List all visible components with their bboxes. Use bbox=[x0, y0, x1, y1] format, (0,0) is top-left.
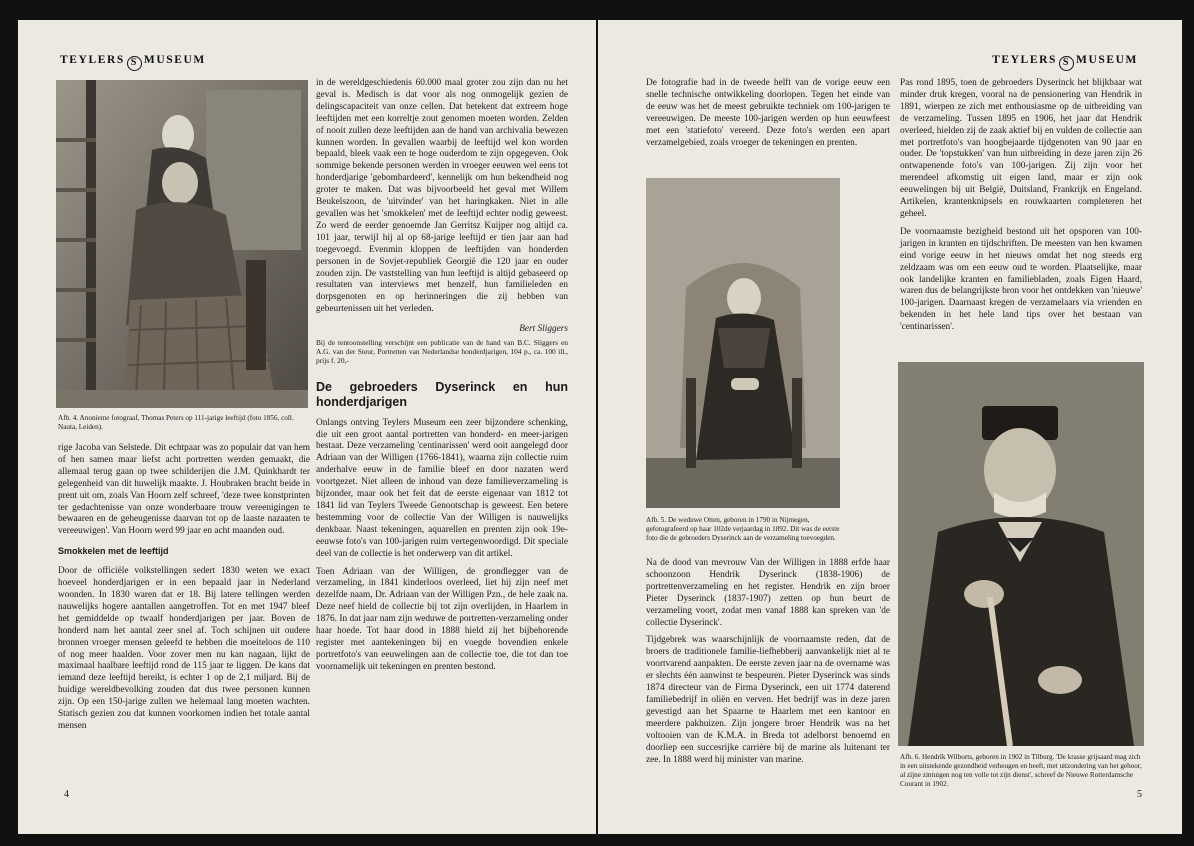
page-number-right: 5 bbox=[1137, 789, 1142, 800]
teylers-museum-logo: TEYLERS S MUSEUM bbox=[60, 54, 206, 71]
photo5-caption: Afb. 5. De weduwe Otten, geboren in 1790 in Nijmegen, gefotografeerd op haar 102de verjaardag in 1892. Dit was de eerste foto die de gebroeders Dyserinck aan de verzameling toevoegden. bbox=[646, 516, 840, 542]
paragraph: Na de dood van mevrouw Van der Willigen in 1888 erfde haar schoonzoon Hendrik Dyserinck (1838-1906) de portrettenverzameling en het register. Hendrik en zijn broer Pieter Dyserinck (1837-1907) zetten op hun beurt de verzameling voort, zodat men vanaf 1888 kan spreken van 'de collectie Dyserinck'. bbox=[646, 558, 890, 628]
photo6-caption: Afb. 6. Hendrik Wilborts, geboren in 1902 in Tilburg. 'De krasse grijsaard mag zich in een uitstekende gezondheid verheugen en heeft, met uitzondering van het gehoor, al zijne zintuigen nog ten volle tot zijn dienst', schreef de Nieuwe Rotterdamsche Courant in 1902. bbox=[900, 753, 1142, 788]
paragraph: Onlangs ontving Teylers Museum een zeer bijzondere schenking, die uit een groot aantal portretten van honderd- en meer-jarigen bestaat. Deze verzameling 'centinarissen' werd ooit aangelegd door Adriaan van der Willigen (1766-1841), waarna zijn collectie ruim anderhalve eeuw in de familie bleef en door nazaten werd voortgezet. Niet alleen de inhoud van deze familieverzameling is bijzonder, maar ook het feit dat de eerste eigenaar van 1812 tot 1841 lid van Teylers Tweede Genootschap is geweest. Een betere bestemming voor de collectie Van der Willigen is nauwelijks denkbaar. Naast tekeningen, aquarellen en prenten zijn ook 19e-eeuwse foto's van 100-jarigen ruim vertegenwoordigd. Dit speciale deel van de collectie is het onderwerp van dit artikel. bbox=[316, 417, 568, 559]
paragraph: Toen Adriaan van der Willigen, de grondlegger van de verzameling, in 1841 kinderloos overleed, liet hij zijn neef met dezelfde naam, Dr. Adriaan van der Willigen Pzn., de hele zaak na. Deze neef hield de collectie bij tot zijn overlijden, in Haarlem in 1876. In dat jaar nam zijn weduwe de portretten-verzameling onder haar hoede. Tot haar dood in 1888 hield zij het bijbehorende register met aantekeningen bij en voegde bovendien enkele portretfoto's van eeuwelingen aan de collectie toe, die tot dan toe voornamelijk uit tekeningen en prenten bestond. bbox=[316, 566, 568, 672]
paragraph: Door de officiële volkstellingen sedert 1830 weten we exact hoeveel honderdjarigen er in een bepaald jaar in Nederland woonden. In 1830 waren dat er 18. Bij latere tellingen werden nauwelijks hogere aantallen aangetroffen. Tot en met 1947 bleef het gemiddelde op twaalf honderdjarigen per jaar. Boven de honderd nam het aantal zeer snel af. Toch schijnen uit oudere bronnen vroeger mensen geleefd te hebben die moeiteloos de 110 of nog meer haalden. Voor zover men nu kan nagaan, lijkt de maximaal haalbare leeftijd rond de 115 jaar te liggen. De kans dat iemand deze leeftijd bereikt, is echter 1 op de 2,1 miljard. Bij de huidige wereldbevolking zouden dat dus twee personen kunnen zijn. Op een 150-jarige zullen we helemaal lang moeten wachten. Statisch gezien zou dat kunnen voorkomen indien het totale aantal mensen bbox=[58, 566, 310, 731]
photo4-caption: Afb. 4. Anonieme fotograaf, Thomas Peters op 111-jarige leeftijd (foto 1856, coll. Nauta, Leiden). bbox=[58, 414, 294, 431]
photo-hendrik-wilborts bbox=[898, 362, 1144, 746]
paragraph: in de wereldgeschiedenis 60.000 maal groter zou zijn dan nu het geval is. Medisch is dat voor als nog onmogelijk gezien de delingscapaciteit van onze cellen. Dat betekent dat extreem hoge leeftijden met een korreltje zout genomen moeten worden. Zelden of nooit zullen deze leeftijden aan de hand van archivalia bewezen kunnen worden. In gevallen waarbij de leeftijd wel kon worden bepaald, bleek vaak een te hoge ouderdom te zijn opgegeven. Ook sommige bekende personen werden in vroeger eeuwen wel eens tot honderdjarige 'gebombardeerd', kennelijk om hun bekendheid nog groter te maken. Dat was bijvoorbeeld het geval met Willem Beukelszoon, de 'uitvinder' van het haringkaken. Niet in alle gevallen was het 'smokkelen' met de leeftijd echter nodig geweest. Zo werd de eerder genoemde Jan Gerritsz Kuijper nog altijd ca. 101 jaar, terwijl hij al op 68-jarige leeftijd er tien jaar aan had toegevoegd. Evenmin kloppen de leeftijden van honderden personen in de Sovjet-republiek Georgië die 120 jaar en ouder zouden zijn. De vaststelling van hun leeftijd is altijd gebaseerd op resultaten van interviews met henzelf, hun familieleden en dorpsgenoten en op herinneringen die zij hebben van gebeurtenissen uit het verleden. bbox=[316, 78, 568, 315]
right-page bbox=[598, 20, 1182, 834]
author-signature: Bert Sliggers bbox=[519, 324, 568, 335]
photo-thomas-peters bbox=[56, 80, 308, 408]
paragraph: Tijdgebrek was waarschijnlijk de voornaamste reden, dat de broers de traditionele familie-liefhebberij aanvankelijk niet al te voortvarend aanpakten. De eerste zeven jaar na de overname was er slechts één aanwinst te bespeuren. Pieter Dyserinck was sinds 1874 directeur van de Firma Dyserinck, een uit 1774 daterend familiebedrijf in oliën en verven. Het bedrijf was in deze jaren gevestigd aan het Spaarne te Haarlem met een kantoor en meerdere pakhuizen. Zijn jongere broer Hendrik was na het voltooien van de K.M.A. in Breda tot adelborst benoemd en doorliep een succesrijke carrière bij de marine als luitenant ter zee. In 1888 werd hij minister van marine. bbox=[646, 635, 890, 765]
section-heading-smokkelen: Smokkelen met de leeftijd bbox=[58, 546, 169, 557]
photo-weduwe-otten bbox=[646, 178, 840, 508]
teylers-museum-logo: TEYLERS S MUSEUM bbox=[992, 54, 1138, 71]
page-number-left: 4 bbox=[64, 789, 69, 800]
right-page-column-2 bbox=[900, 78, 1142, 334]
paragraph: rige Jacoba van Selstede. Dit echtpaar was zo populair dat van hem of hen samen maar liefst acht portretten werden gemaakt, die allemaal terug gaan op twee schilderijen die J.M. Quinkhardt ter gelegenheid van dit huwelijk maakte. J. Houbraken bracht beide in prent uit om, zoals Van Hoorn zelf schreef, 'deze twee konstprinten ter gedachtenisse van onze wonderbaare trouw vereenigingen te bewaaren en de geheugenisse daarvan tot op de laaste nazaaten te vereeuwigen'. Van Hoorn werd 99 jaar en acht maanden oud. bbox=[58, 443, 310, 537]
right-page-column-1-bottom bbox=[646, 558, 890, 766]
left-page-column-2 bbox=[316, 78, 568, 674]
publication-note: Bij de tentoonstelling verschijnt een publicatie van de hand van B.C. Sliggers en A.G. van der Steur, Portretten van Nederlandse honderdjarigen, 104 p., ca. 100 ill., prijs f. 20,- bbox=[316, 338, 568, 366]
seal-icon: S bbox=[1059, 56, 1074, 71]
paragraph: De voornaamste bezigheid bestond uit het opsporen van 100-jarigen in kranten en tijdschriften. De meesten van hen kwamen eind vorige eeuw in het nieuws omdat het nog steeds erg zeldzaam was om een eeuw oud te worden. Plaatselijke, maar ook landelijke kranten en familiebladen, zoals Eigen Haard, waren dus de belangrijkste bron voor het ontdekken van 'nieuwe' 100-jarigen. Daarnaast kregen de verzamelaars via vrienden en bekenden in het hele land tips over het bestaan van 'centinarissen'. bbox=[900, 226, 1142, 333]
seal-icon: S bbox=[127, 56, 142, 71]
section-heading-dyserinck: De gebroeders Dyserinck en hun honderdjarigen bbox=[316, 379, 568, 409]
paragraph: De fotografie had in de tweede helft van de vorige eeuw een snelle technische ontwikkeling doorlopen. Tegen het einde van de eeuw was het de meest gebruikte techniek om 100-jarigen te vereeuwigen. De meeste 100-jarigen werden op hun eeuwfeest met een 'statiefoto' vereerd. Deze foto's werden een apart verzamelgebied, zoals vroeger de tekeningen en prenten. bbox=[646, 78, 890, 148]
left-page bbox=[18, 20, 596, 834]
right-page-column-1-top bbox=[646, 78, 890, 149]
left-page-column-1 bbox=[58, 443, 310, 733]
paragraph: Pas rond 1895, toen de gebroeders Dyserinck het blijkbaar wat minder druk kregen, vooral na de pensionering van Hendrik in 1891, wierpen ze zich met enthousiasme op de uitbreiding van de verzameling. Tussen 1895 en 1906, het jaar dat Hendrik overleed, hielden zij de zaak aktief bij en vulden de collectie aan met portretfoto's van hoogbejaarde tijdgenoten van 90 jaar en ouder. De 'topstukken' van hun uitbreiding in deze jaren zijn 26 ontwapenende foto's van 100-jarigen. Zij zijn voor het merendeel afkomstig uit eigen land, maar er zijn ook eeuwelingen bij uit België, Duitsland, Frankrijk en Engeland. Artikelen, krantenknipsels en rouwkaarten completeren het geheel. bbox=[900, 78, 1142, 219]
